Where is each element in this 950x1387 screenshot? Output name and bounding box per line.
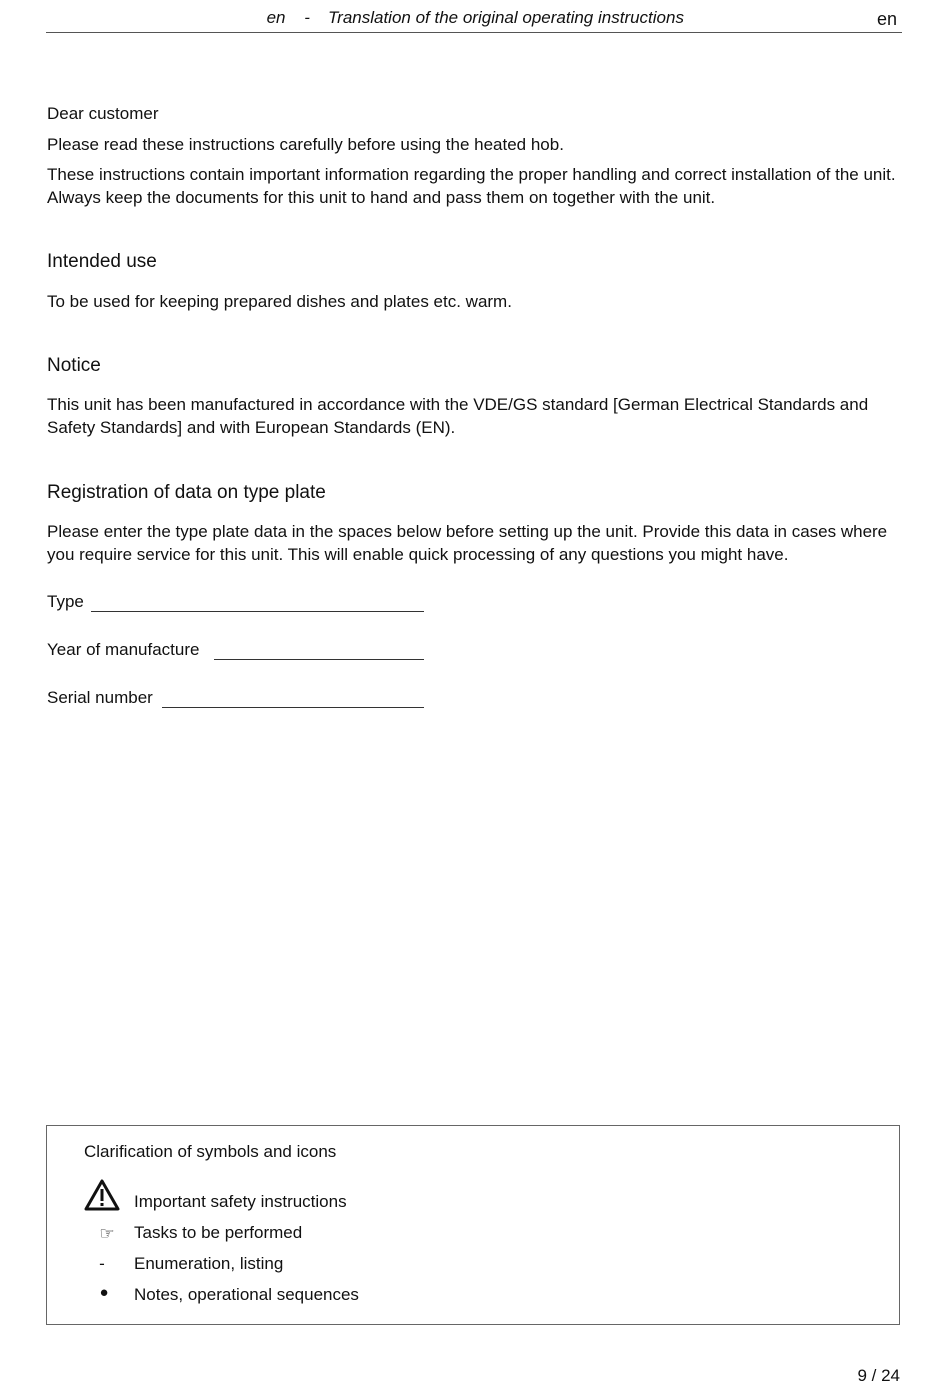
dash-icon: - [99,1254,105,1273]
greeting: Dear customer [47,104,159,123]
warning-triangle-icon [83,1178,121,1212]
type-label: Type [47,592,84,611]
intro-line-2: These instructions contain important information regarding the proper handling and correct installation of the unit. Always keep the documents for this unit to hand and pass them on together with the unit. [47,165,896,207]
page-header [0,8,950,28]
header-title: Translation of the original operating instructions [328,8,684,27]
header-separator: - [304,8,310,27]
pointing-hand-icon: ☞ [99,1224,115,1243]
registration-heading: Registration of data on type plate [47,482,326,503]
symbol-label-notes: Notes, operational sequences [134,1285,359,1304]
intro-line-1: Please read these instructions carefully before using the heated hob. [47,135,564,154]
year-entry-line [214,659,424,660]
intended-use-text: To be used for keeping prepared dishes and plates etc. warm. [47,292,512,311]
serial-number-label: Serial number [47,688,153,707]
header-language-badge: en [876,9,897,29]
notice-text: This unit has been manufactured in accordance with the VDE/GS standard [German Electrical Standards and Safety Standards] and with European Standards (EN). [47,395,869,437]
symbols-title: Clarification of symbols and icons [84,1142,337,1161]
intended-use-heading: Intended use [47,251,157,272]
header-language-code: en [266,8,286,27]
type-entry-line [91,611,424,612]
bullet-icon: ● [99,1284,109,1301]
symbol-label-tasks: Tasks to be performed [134,1223,303,1242]
serial-entry-line [162,707,424,708]
symbol-label-safety: Important safety instructions [134,1192,347,1211]
year-of-manufacture-label: Year of manufacture [47,640,200,659]
notice-heading: Notice [47,355,101,376]
registration-text: Please enter the type plate data in the spaces below before setting up the unit. Provide this data in cases where you require service for this unit. This will enable quick processing of any questions you might have. [47,522,888,564]
header-divider [46,32,902,33]
symbol-label-enumeration: Enumeration, listing [134,1254,284,1273]
page-number: 9 / 24 [857,1366,900,1385]
